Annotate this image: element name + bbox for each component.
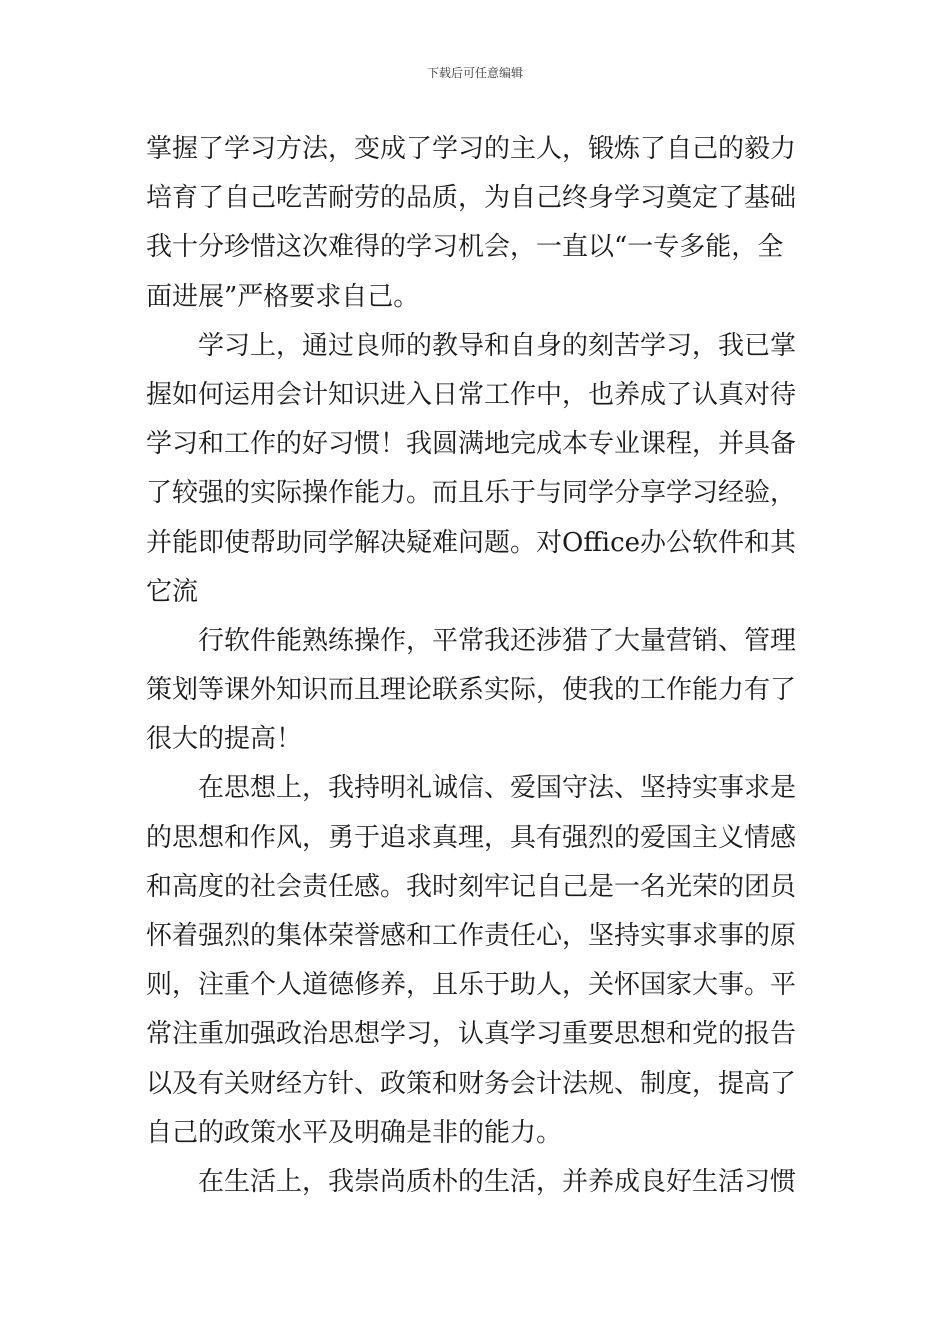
- text-line: 学习和工作的好习惯！我圆满地完成本专业课程，并具备: [146, 429, 797, 460]
- text-line: 以及有关财经方针、政策和财务会计法规、制度，提高了: [146, 1068, 797, 1099]
- text-line: 的思想和作风，勇于追求真理，具有强烈的爱国主义情感: [146, 822, 797, 853]
- paragraph-start-line: 行软件能熟练操作，平常我还涉猎了大量营销、管理: [198, 625, 797, 656]
- text-line: 和高度的社会责任感。我时刻牢记自己是一名光荣的团员: [146, 871, 797, 902]
- paragraph-start-line: 在生活上，我崇尚质朴的生活，并养成良好生活习惯: [198, 1166, 797, 1197]
- text-line: 它流: [146, 576, 199, 607]
- text-line: 则，注重个人道德修养，且乐于助人，关怀国家大事。平: [146, 970, 797, 1001]
- text-line: 了较强的实际操作能力。而且乐于与同学分享学习经验，: [146, 478, 797, 509]
- text-line: 常注重加强政治思想学习，认真学习重要思想和党的报告: [146, 1019, 797, 1050]
- text-line: 掌握了学习方法，变成了学习的主人，锻炼了自己的毅力: [146, 134, 797, 164]
- text-line: 并能即使帮助同学解决疑难问题。对Office办公软件和其: [146, 527, 797, 558]
- text-line: 我十分珍惜这次难得的学习机会，一直以“一专多能，全: [146, 232, 784, 263]
- paragraph-start-line: 在思想上，我持明礼诚信、爱国守法、坚持实事求是: [198, 773, 797, 804]
- document-body: [146, 125, 816, 1207]
- text-line: 策划等课外知识而且理论联系实际，使我的工作能力有了: [146, 675, 797, 706]
- text-line: 培育了自己吃苦耐劳的品质，为自己终身学习奠定了基础: [146, 183, 797, 214]
- text-line: 很大的提高！: [146, 724, 303, 755]
- paragraph-start-line: 学习上，通过良师的教导和自身的刻苦学习，我已掌: [198, 330, 797, 361]
- text-line: 自己的政策水平及明确是非的能力。: [146, 1117, 563, 1148]
- text-line: 怀着强烈的集体荣誉感和工作责任心，坚持实事求事的原: [146, 921, 797, 951]
- text-line: 握如何运用会计知识进入日常工作中，也养成了认真对待: [146, 379, 797, 410]
- text-line: 面进展”严格要求自己。: [146, 281, 420, 312]
- page-header: 下载后可任意编辑: [426, 66, 523, 80]
